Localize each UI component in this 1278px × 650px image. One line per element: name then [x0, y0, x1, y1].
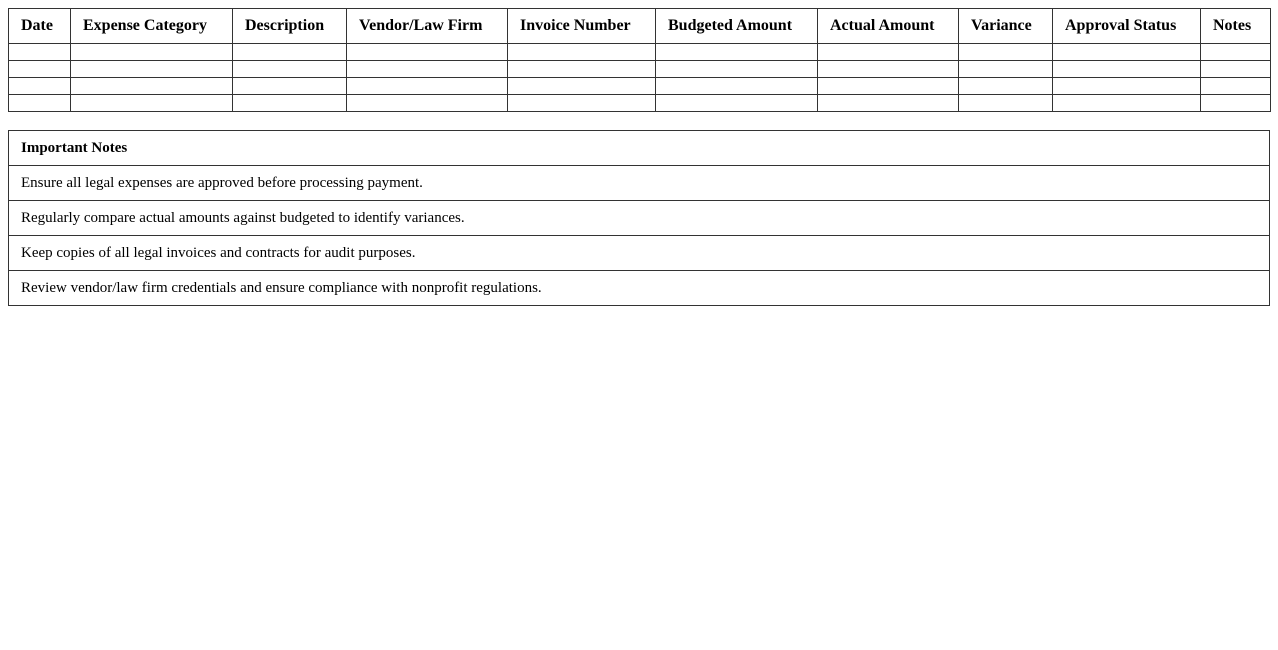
table-cell[interactable] — [818, 61, 959, 78]
table-cell[interactable] — [347, 78, 508, 95]
table-cell[interactable] — [818, 95, 959, 112]
table-row — [9, 44, 1271, 61]
note-item: Review vendor/law firm credentials and ensure compliance with nonprofit regulations. — [9, 271, 1270, 306]
table-cell[interactable] — [71, 78, 233, 95]
table-cell[interactable] — [9, 95, 71, 112]
table-cell[interactable] — [233, 78, 347, 95]
notes-row — [9, 166, 1270, 201]
column-header-expense-category: Expense Category — [71, 9, 233, 44]
notes-row — [9, 236, 1270, 271]
column-header-invoice-number: Invoice Number — [508, 9, 656, 44]
table-cell[interactable] — [347, 61, 508, 78]
important-notes-table — [8, 130, 1270, 306]
table-cell[interactable] — [347, 44, 508, 61]
table-cell[interactable] — [1053, 95, 1201, 112]
table-cell[interactable] — [959, 44, 1053, 61]
notes-header-row — [9, 131, 1270, 166]
table-cell[interactable] — [656, 95, 818, 112]
table-cell[interactable] — [508, 95, 656, 112]
column-header-actual-amount: Actual Amount — [818, 9, 959, 44]
table-cell[interactable] — [71, 95, 233, 112]
table-cell[interactable] — [656, 61, 818, 78]
table-cell[interactable] — [818, 44, 959, 61]
table-row — [9, 95, 1271, 112]
table-cell[interactable] — [1053, 78, 1201, 95]
table-cell[interactable] — [233, 44, 347, 61]
page-content — [8, 8, 1270, 306]
note-item: Ensure all legal expenses are approved before processing payment. — [9, 166, 1270, 201]
table-cell[interactable] — [508, 44, 656, 61]
notes-row — [9, 201, 1270, 236]
table-cell[interactable] — [71, 44, 233, 61]
column-header-budgeted-amount: Budgeted Amount — [656, 9, 818, 44]
column-header-vendor-law-firm: Vendor/Law Firm — [347, 9, 508, 44]
table-cell[interactable] — [233, 61, 347, 78]
column-header-notes: Notes — [1201, 9, 1271, 44]
table-cell[interactable] — [508, 61, 656, 78]
column-header-date: Date — [9, 9, 71, 44]
table-row — [9, 78, 1271, 95]
table-cell[interactable] — [347, 95, 508, 112]
table-cell[interactable] — [959, 95, 1053, 112]
column-header-approval-status: Approval Status — [1053, 9, 1201, 44]
table-cell[interactable] — [959, 61, 1053, 78]
table-row — [9, 61, 1271, 78]
table-cell[interactable] — [9, 61, 71, 78]
note-item: Regularly compare actual amounts against budgeted to identify variances. — [9, 201, 1270, 236]
note-item: Keep copies of all legal invoices and contracts for audit purposes. — [9, 236, 1270, 271]
column-header-variance: Variance — [959, 9, 1053, 44]
table-cell[interactable] — [508, 78, 656, 95]
table-cell[interactable] — [959, 78, 1053, 95]
table-cell[interactable] — [818, 78, 959, 95]
table-cell[interactable] — [1201, 61, 1271, 78]
table-cell[interactable] — [233, 95, 347, 112]
table-cell[interactable] — [1201, 95, 1271, 112]
table-cell[interactable] — [9, 78, 71, 95]
table-cell[interactable] — [71, 61, 233, 78]
notes-title: Important Notes — [9, 131, 1270, 166]
table-cell[interactable] — [1053, 61, 1201, 78]
notes-row — [9, 271, 1270, 306]
table-cell[interactable] — [9, 44, 71, 61]
legal-expense-table — [8, 8, 1271, 112]
table-cell[interactable] — [1201, 44, 1271, 61]
table-cell[interactable] — [656, 78, 818, 95]
table-cell[interactable] — [1201, 78, 1271, 95]
table-cell[interactable] — [1053, 44, 1201, 61]
header-row — [9, 9, 1271, 44]
column-header-description: Description — [233, 9, 347, 44]
table-cell[interactable] — [656, 44, 818, 61]
